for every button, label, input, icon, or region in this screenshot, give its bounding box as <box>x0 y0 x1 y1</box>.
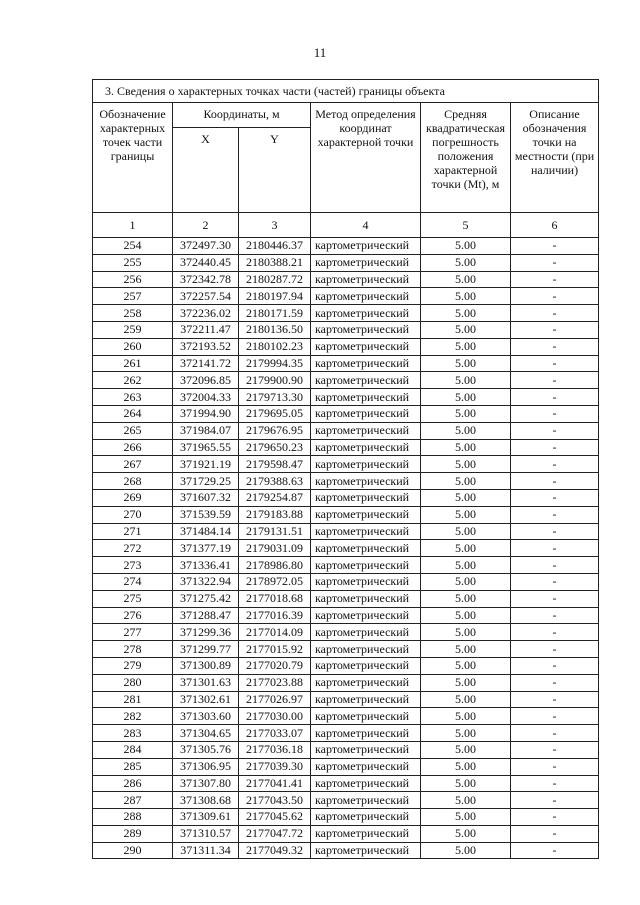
coord-x-cell: 371288.47 <box>173 607 239 624</box>
description-cell: - <box>511 254 599 271</box>
point-number-cell: 285 <box>93 758 173 775</box>
point-number-cell: 272 <box>93 540 173 557</box>
coord-y-cell: 2177047.72 <box>239 825 311 842</box>
coord-y-cell: 2177043.50 <box>239 792 311 809</box>
description-cell: - <box>511 523 599 540</box>
point-number-cell: 261 <box>93 355 173 372</box>
coord-y-cell: 2179598.47 <box>239 456 311 473</box>
method-cell: картометрический <box>311 489 421 506</box>
coord-y-cell: 2179388.63 <box>239 473 311 490</box>
header-row-1 <box>93 103 599 128</box>
accuracy-cell: 5.00 <box>421 557 511 574</box>
description-cell: - <box>511 389 599 406</box>
coord-x-cell: 372211.47 <box>173 321 239 338</box>
point-number-cell: 280 <box>93 674 173 691</box>
coord-y-cell: 2179900.90 <box>239 372 311 389</box>
accuracy-cell: 5.00 <box>421 792 511 809</box>
description-cell: - <box>511 758 599 775</box>
point-number-cell: 290 <box>93 842 173 859</box>
coord-y-cell: 2180136.50 <box>239 321 311 338</box>
method-cell: картометрический <box>311 439 421 456</box>
coord-y-cell: 2177015.92 <box>239 641 311 658</box>
description-cell: - <box>511 590 599 607</box>
description-cell: - <box>511 641 599 658</box>
method-cell: картометрический <box>311 506 421 523</box>
coord-y-cell: 2177033.07 <box>239 725 311 742</box>
table-row <box>93 523 599 540</box>
table-row <box>93 439 599 456</box>
accuracy-cell: 5.00 <box>421 439 511 456</box>
point-number-cell: 283 <box>93 725 173 742</box>
accuracy-cell: 5.00 <box>421 691 511 708</box>
method-cell: картометрический <box>311 809 421 826</box>
table-row <box>93 657 599 674</box>
coord-x-cell: 371539.59 <box>173 506 239 523</box>
accuracy-cell: 5.00 <box>421 288 511 305</box>
method-cell: картометрический <box>311 842 421 859</box>
method-cell: картометрический <box>311 691 421 708</box>
column-number: 1 <box>93 213 173 238</box>
coord-y-cell: 2180171.59 <box>239 305 311 322</box>
coord-y-cell: 2179131.51 <box>239 523 311 540</box>
method-cell: картометрический <box>311 389 421 406</box>
point-number-cell: 270 <box>93 506 173 523</box>
coord-y-cell: 2178972.05 <box>239 573 311 590</box>
point-number-cell: 255 <box>93 254 173 271</box>
table-row <box>93 506 599 523</box>
coord-x-cell: 371302.61 <box>173 691 239 708</box>
method-cell: картометрический <box>311 238 421 255</box>
coord-x-cell: 371729.25 <box>173 473 239 490</box>
coord-x-cell: 371994.90 <box>173 405 239 422</box>
method-cell: картометрический <box>311 523 421 540</box>
description-cell: - <box>511 305 599 322</box>
coord-x-cell: 371304.65 <box>173 725 239 742</box>
point-number-cell: 275 <box>93 590 173 607</box>
boundary-points-table <box>92 79 599 859</box>
table-row <box>93 321 599 338</box>
description-cell: - <box>511 405 599 422</box>
coord-x-cell: 371984.07 <box>173 422 239 439</box>
point-number-cell: 271 <box>93 523 173 540</box>
table-row <box>93 775 599 792</box>
table-row <box>93 624 599 641</box>
method-cell: картометрический <box>311 456 421 473</box>
description-cell: - <box>511 725 599 742</box>
description-cell: - <box>511 439 599 456</box>
coord-x-cell: 371299.36 <box>173 624 239 641</box>
coord-x-cell: 372342.78 <box>173 271 239 288</box>
table-row <box>93 809 599 826</box>
description-cell: - <box>511 456 599 473</box>
table-row <box>93 473 599 490</box>
coord-y-cell: 2177041.41 <box>239 775 311 792</box>
method-cell: картометрический <box>311 540 421 557</box>
column-number: 5 <box>421 213 511 238</box>
method-cell: картометрический <box>311 305 421 322</box>
point-number-cell: 278 <box>93 641 173 658</box>
coord-y-cell: 2180388.21 <box>239 254 311 271</box>
point-number-cell: 273 <box>93 557 173 574</box>
method-cell: картометрический <box>311 792 421 809</box>
header-description: Описание обозначения точки на местности (при наличии) <box>511 103 599 213</box>
table-row <box>93 456 599 473</box>
method-cell: картометрический <box>311 825 421 842</box>
method-cell: картометрический <box>311 758 421 775</box>
accuracy-cell: 5.00 <box>421 775 511 792</box>
table-row <box>93 573 599 590</box>
description-cell: - <box>511 473 599 490</box>
description-cell: - <box>511 489 599 506</box>
point-number-cell: 263 <box>93 389 173 406</box>
method-cell: картометрический <box>311 708 421 725</box>
method-cell: картометрический <box>311 288 421 305</box>
point-number-cell: 256 <box>93 271 173 288</box>
table-row <box>93 725 599 742</box>
method-cell: картометрический <box>311 271 421 288</box>
accuracy-cell: 5.00 <box>421 338 511 355</box>
coord-x-cell: 372440.45 <box>173 254 239 271</box>
accuracy-cell: 5.00 <box>421 422 511 439</box>
table-row <box>93 641 599 658</box>
coord-y-cell: 2179254.87 <box>239 489 311 506</box>
method-cell: картометрический <box>311 607 421 624</box>
coord-y-cell: 2179713.30 <box>239 389 311 406</box>
coord-x-cell: 371306.95 <box>173 758 239 775</box>
method-cell: картометрический <box>311 573 421 590</box>
point-number-cell: 257 <box>93 288 173 305</box>
coord-y-cell: 2179183.88 <box>239 506 311 523</box>
coord-x-cell: 372236.02 <box>173 305 239 322</box>
accuracy-cell: 5.00 <box>421 573 511 590</box>
column-number: 3 <box>239 213 311 238</box>
description-cell: - <box>511 288 599 305</box>
method-cell: картометрический <box>311 741 421 758</box>
point-number-cell: 282 <box>93 708 173 725</box>
coord-y-cell: 2179676.95 <box>239 422 311 439</box>
coord-y-cell: 2180287.72 <box>239 271 311 288</box>
point-number-cell: 274 <box>93 573 173 590</box>
point-number-cell: 262 <box>93 372 173 389</box>
accuracy-cell: 5.00 <box>421 540 511 557</box>
accuracy-cell: 5.00 <box>421 674 511 691</box>
coord-x-cell: 371607.32 <box>173 489 239 506</box>
coord-x-cell: 371336.41 <box>173 557 239 574</box>
coord-y-cell: 2179650.23 <box>239 439 311 456</box>
accuracy-cell: 5.00 <box>421 456 511 473</box>
method-cell: картометрический <box>311 657 421 674</box>
coord-x-cell: 371307.80 <box>173 775 239 792</box>
method-cell: картометрический <box>311 624 421 641</box>
description-cell: - <box>511 540 599 557</box>
point-number-cell: 267 <box>93 456 173 473</box>
coord-y-cell: 2177045.62 <box>239 809 311 826</box>
coord-y-cell: 2177016.39 <box>239 607 311 624</box>
coord-y-cell: 2177030.00 <box>239 708 311 725</box>
coord-x-cell: 371377.19 <box>173 540 239 557</box>
coord-x-cell: 371301.63 <box>173 674 239 691</box>
description-cell: - <box>511 775 599 792</box>
point-number-cell: 276 <box>93 607 173 624</box>
header-point: Обозначение характерных точек части границы <box>93 103 173 213</box>
coord-y-cell: 2180102.23 <box>239 338 311 355</box>
section-title-row <box>93 80 599 103</box>
accuracy-cell: 5.00 <box>421 624 511 641</box>
table-row <box>93 691 599 708</box>
method-cell: картометрический <box>311 338 421 355</box>
accuracy-cell: 5.00 <box>421 825 511 842</box>
description-cell: - <box>511 355 599 372</box>
accuracy-cell: 5.00 <box>421 741 511 758</box>
method-cell: картометрический <box>311 473 421 490</box>
accuracy-cell: 5.00 <box>421 405 511 422</box>
coord-x-cell: 371309.61 <box>173 809 239 826</box>
description-cell: - <box>511 657 599 674</box>
point-number-cell: 258 <box>93 305 173 322</box>
coord-y-cell: 2178986.80 <box>239 557 311 574</box>
coord-x-cell: 372257.54 <box>173 288 239 305</box>
coord-y-cell: 2177018.68 <box>239 590 311 607</box>
accuracy-cell: 5.00 <box>421 809 511 826</box>
coord-y-cell: 2177014.09 <box>239 624 311 641</box>
column-number: 4 <box>311 213 421 238</box>
description-cell: - <box>511 842 599 859</box>
accuracy-cell: 5.00 <box>421 506 511 523</box>
point-number-cell: 279 <box>93 657 173 674</box>
table-row <box>93 489 599 506</box>
point-number-cell: 269 <box>93 489 173 506</box>
description-cell: - <box>511 372 599 389</box>
coord-x-cell: 371965.55 <box>173 439 239 456</box>
description-cell: - <box>511 271 599 288</box>
coord-y-cell: 2177020.79 <box>239 657 311 674</box>
header-y: Y <box>239 128 311 213</box>
accuracy-cell: 5.00 <box>421 271 511 288</box>
coord-y-cell: 2177036.18 <box>239 741 311 758</box>
coord-y-cell: 2179994.35 <box>239 355 311 372</box>
method-cell: картометрический <box>311 355 421 372</box>
accuracy-cell: 5.00 <box>421 641 511 658</box>
coord-x-cell: 371275.42 <box>173 590 239 607</box>
method-cell: картометрический <box>311 254 421 271</box>
coord-x-cell: 371322.94 <box>173 573 239 590</box>
table-row <box>93 540 599 557</box>
table-row <box>93 305 599 322</box>
table-row <box>93 254 599 271</box>
coord-y-cell: 2177049.32 <box>239 842 311 859</box>
table-row <box>93 825 599 842</box>
point-number-cell: 287 <box>93 792 173 809</box>
accuracy-cell: 5.00 <box>421 321 511 338</box>
coord-x-cell: 372141.72 <box>173 355 239 372</box>
method-cell: картометрический <box>311 372 421 389</box>
table-row <box>93 422 599 439</box>
accuracy-cell: 5.00 <box>421 842 511 859</box>
method-cell: картометрический <box>311 641 421 658</box>
accuracy-cell: 5.00 <box>421 657 511 674</box>
point-number-cell: 266 <box>93 439 173 456</box>
table-row <box>93 405 599 422</box>
accuracy-cell: 5.00 <box>421 523 511 540</box>
accuracy-cell: 5.00 <box>421 758 511 775</box>
column-number-row <box>93 213 599 238</box>
method-cell: картометрический <box>311 405 421 422</box>
accuracy-cell: 5.00 <box>421 305 511 322</box>
coord-y-cell: 2180197.94 <box>239 288 311 305</box>
point-number-cell: 260 <box>93 338 173 355</box>
table-row <box>93 288 599 305</box>
description-cell: - <box>511 607 599 624</box>
point-number-cell: 284 <box>93 741 173 758</box>
point-number-cell: 264 <box>93 405 173 422</box>
description-cell: - <box>511 825 599 842</box>
coord-y-cell: 2179031.09 <box>239 540 311 557</box>
method-cell: картометрический <box>311 775 421 792</box>
accuracy-cell: 5.00 <box>421 725 511 742</box>
coord-x-cell: 371299.77 <box>173 641 239 658</box>
description-cell: - <box>511 741 599 758</box>
coord-x-cell: 372004.33 <box>173 389 239 406</box>
coord-x-cell: 372096.85 <box>173 372 239 389</box>
coord-x-cell: 371921.19 <box>173 456 239 473</box>
point-number-cell: 277 <box>93 624 173 641</box>
method-cell: картометрический <box>311 321 421 338</box>
method-cell: картометрический <box>311 725 421 742</box>
column-number: 2 <box>173 213 239 238</box>
header-x: X <box>173 128 239 213</box>
description-cell: - <box>511 338 599 355</box>
coord-x-cell: 372193.52 <box>173 338 239 355</box>
point-number-cell: 254 <box>93 238 173 255</box>
coord-y-cell: 2177026.97 <box>239 691 311 708</box>
accuracy-cell: 5.00 <box>421 355 511 372</box>
method-cell: картометрический <box>311 590 421 607</box>
table-row <box>93 238 599 255</box>
description-cell: - <box>511 506 599 523</box>
accuracy-cell: 5.00 <box>421 473 511 490</box>
description-cell: - <box>511 809 599 826</box>
method-cell: картометрический <box>311 557 421 574</box>
accuracy-cell: 5.00 <box>421 238 511 255</box>
table-row <box>93 792 599 809</box>
header-coords: Координаты, м <box>173 103 311 128</box>
coord-x-cell: 371300.89 <box>173 657 239 674</box>
method-cell: картометрический <box>311 674 421 691</box>
description-cell: - <box>511 557 599 574</box>
page-number: 11 <box>313 45 327 60</box>
table-row <box>93 708 599 725</box>
accuracy-cell: 5.00 <box>421 590 511 607</box>
data-rows <box>93 238 599 859</box>
accuracy-cell: 5.00 <box>421 372 511 389</box>
description-cell: - <box>511 422 599 439</box>
coord-y-cell: 2179695.05 <box>239 405 311 422</box>
table-row <box>93 271 599 288</box>
table-row <box>93 372 599 389</box>
coord-x-cell: 372497.30 <box>173 238 239 255</box>
description-cell: - <box>511 674 599 691</box>
point-number-cell: 265 <box>93 422 173 439</box>
table-row <box>93 842 599 859</box>
description-cell: - <box>511 321 599 338</box>
table-row <box>93 590 599 607</box>
coord-x-cell: 371305.76 <box>173 741 239 758</box>
description-cell: - <box>511 792 599 809</box>
coord-y-cell: 2177039.30 <box>239 758 311 775</box>
column-number: 6 <box>511 213 599 238</box>
table-row <box>93 338 599 355</box>
header-accuracy: Средняя квадратическая погрешность положения характерной точки (Mt), м <box>421 103 511 213</box>
method-cell: картометрический <box>311 422 421 439</box>
coord-y-cell: 2177023.88 <box>239 674 311 691</box>
accuracy-cell: 5.00 <box>421 708 511 725</box>
point-number-cell: 259 <box>93 321 173 338</box>
coord-y-cell: 2180446.37 <box>239 238 311 255</box>
table-row <box>93 758 599 775</box>
table-row <box>93 607 599 624</box>
accuracy-cell: 5.00 <box>421 607 511 624</box>
coord-x-cell: 371310.57 <box>173 825 239 842</box>
coord-x-cell: 371311.34 <box>173 842 239 859</box>
point-number-cell: 289 <box>93 825 173 842</box>
table-row <box>93 389 599 406</box>
accuracy-cell: 5.00 <box>421 489 511 506</box>
point-number-cell: 268 <box>93 473 173 490</box>
accuracy-cell: 5.00 <box>421 389 511 406</box>
description-cell: - <box>511 691 599 708</box>
point-number-cell: 281 <box>93 691 173 708</box>
coord-x-cell: 371303.60 <box>173 708 239 725</box>
point-number-cell: 286 <box>93 775 173 792</box>
header-method: Метод определения координат характерной точки <box>311 103 421 213</box>
description-cell: - <box>511 708 599 725</box>
point-number-cell: 288 <box>93 809 173 826</box>
section-title: 3. Сведения о характерных точках части (частей) границы объекта <box>93 80 599 103</box>
table-row <box>93 741 599 758</box>
description-cell: - <box>511 573 599 590</box>
table-row <box>93 557 599 574</box>
accuracy-cell: 5.00 <box>421 254 511 271</box>
description-cell: - <box>511 238 599 255</box>
coord-x-cell: 371308.68 <box>173 792 239 809</box>
table-row <box>93 355 599 372</box>
table-row <box>93 674 599 691</box>
coord-x-cell: 371484.14 <box>173 523 239 540</box>
description-cell: - <box>511 624 599 641</box>
